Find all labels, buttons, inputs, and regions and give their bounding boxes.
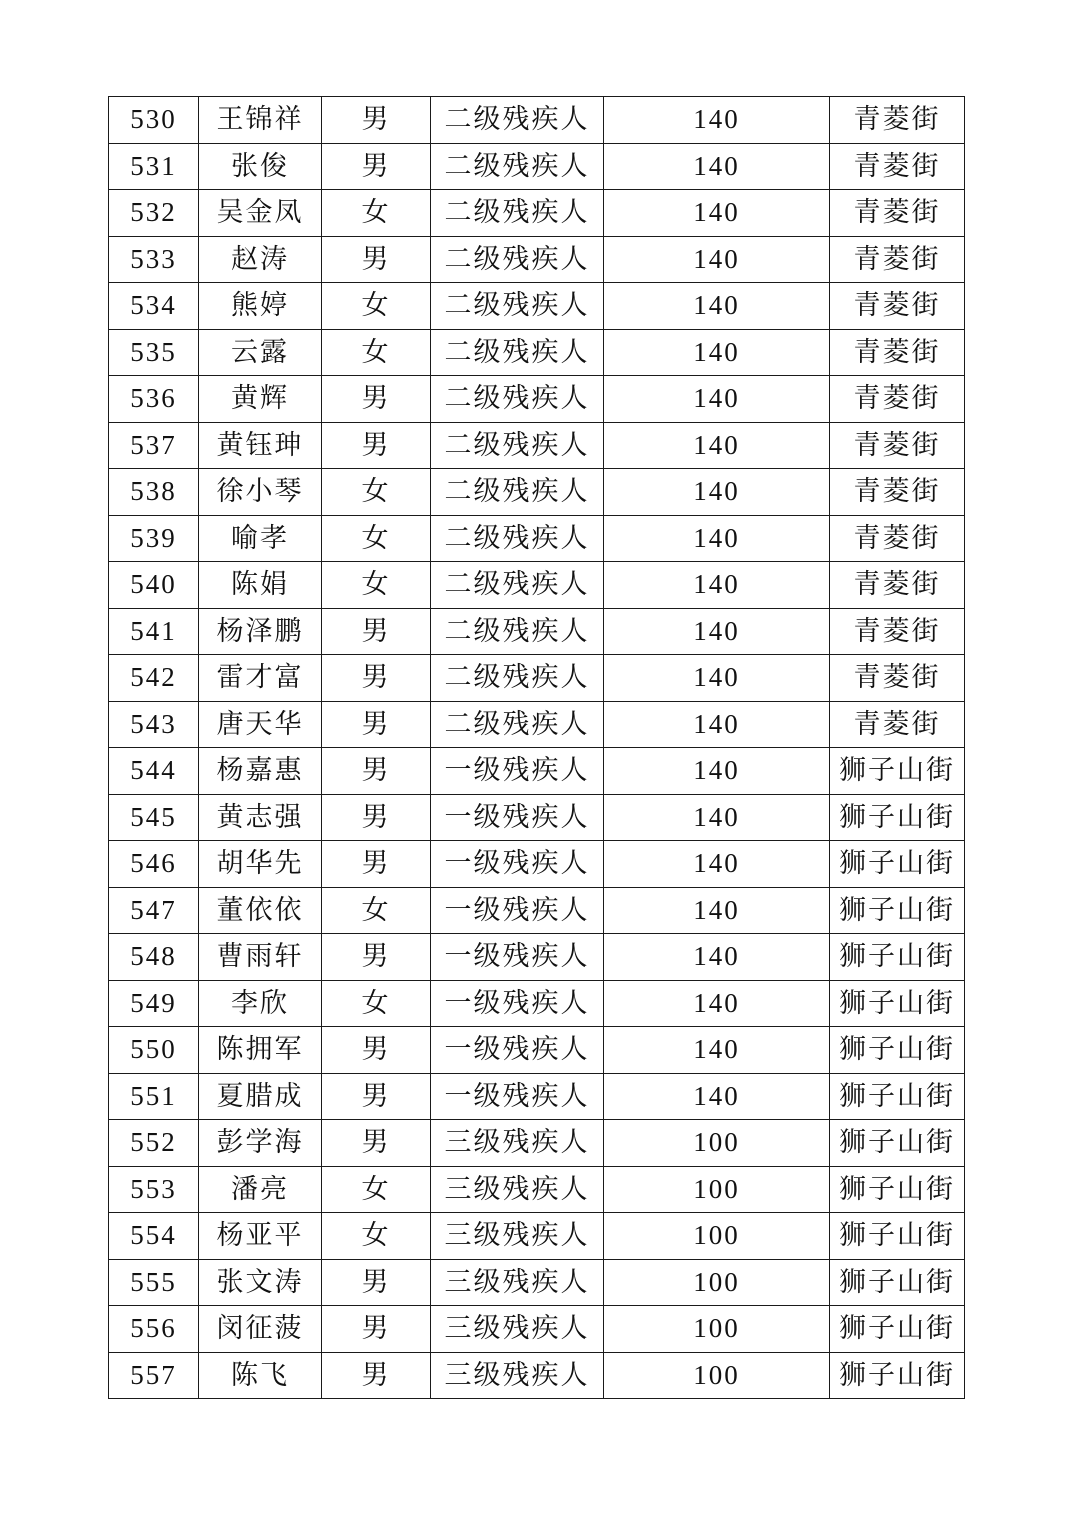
cell-name: 徐小琴 — [199, 469, 322, 516]
cell-gender: 男 — [322, 1027, 431, 1074]
table-row — [109, 887, 965, 934]
cell-name: 云露 — [199, 329, 322, 376]
table-row — [109, 1352, 965, 1399]
cell-disability-level: 二级残疾人 — [431, 562, 604, 609]
cell-gender: 男 — [322, 1120, 431, 1167]
cell-disability-level: 二级残疾人 — [431, 97, 604, 144]
cell-street: 青菱街 — [830, 469, 965, 516]
cell-number: 530 — [109, 97, 199, 144]
cell-name: 张俊 — [199, 143, 322, 190]
cell-gender: 男 — [322, 1259, 431, 1306]
cell-name: 闵征菠 — [199, 1306, 322, 1353]
cell-name: 赵涛 — [199, 236, 322, 283]
cell-gender: 女 — [322, 1213, 431, 1260]
cell-gender: 男 — [322, 655, 431, 702]
cell-street: 狮子山街 — [830, 748, 965, 795]
cell-gender: 女 — [322, 562, 431, 609]
cell-gender: 女 — [322, 329, 431, 376]
cell-street: 青菱街 — [830, 701, 965, 748]
cell-amount: 140 — [604, 980, 830, 1027]
cell-gender: 女 — [322, 887, 431, 934]
table-row — [109, 97, 965, 144]
cell-name: 黄钰珅 — [199, 422, 322, 469]
cell-disability-level: 三级残疾人 — [431, 1213, 604, 1260]
cell-street: 青菱街 — [830, 190, 965, 237]
cell-amount: 140 — [604, 608, 830, 655]
cell-disability-level: 一级残疾人 — [431, 980, 604, 1027]
cell-amount: 100 — [604, 1259, 830, 1306]
cell-street: 青菱街 — [830, 283, 965, 330]
cell-disability-level: 一级残疾人 — [431, 934, 604, 981]
cell-amount: 140 — [604, 887, 830, 934]
cell-amount: 100 — [604, 1213, 830, 1260]
cell-disability-level: 三级残疾人 — [431, 1259, 604, 1306]
cell-street: 青菱街 — [830, 97, 965, 144]
cell-number: 548 — [109, 934, 199, 981]
cell-gender: 女 — [322, 1166, 431, 1213]
table-row — [109, 655, 965, 702]
cell-disability-level: 二级残疾人 — [431, 469, 604, 516]
cell-amount: 140 — [604, 1027, 830, 1074]
cell-number: 540 — [109, 562, 199, 609]
cell-number: 542 — [109, 655, 199, 702]
cell-disability-level: 二级残疾人 — [431, 608, 604, 655]
cell-number: 537 — [109, 422, 199, 469]
cell-street: 狮子山街 — [830, 1352, 965, 1399]
table-row — [109, 980, 965, 1027]
table-row — [109, 1120, 965, 1167]
cell-amount: 140 — [604, 655, 830, 702]
cell-name: 熊婷 — [199, 283, 322, 330]
cell-street: 狮子山街 — [830, 887, 965, 934]
table-row — [109, 283, 965, 330]
cell-amount: 100 — [604, 1120, 830, 1167]
cell-disability-level: 三级残疾人 — [431, 1166, 604, 1213]
table-row — [109, 608, 965, 655]
cell-name: 黄辉 — [199, 376, 322, 423]
cell-amount: 140 — [604, 841, 830, 888]
cell-name: 雷才富 — [199, 655, 322, 702]
cell-name: 唐天华 — [199, 701, 322, 748]
cell-number: 547 — [109, 887, 199, 934]
table-row — [109, 934, 965, 981]
cell-amount: 140 — [604, 934, 830, 981]
cell-name: 吴金凤 — [199, 190, 322, 237]
cell-gender: 男 — [322, 1073, 431, 1120]
cell-number: 538 — [109, 469, 199, 516]
cell-disability-level: 一级残疾人 — [431, 841, 604, 888]
cell-number: 536 — [109, 376, 199, 423]
cell-amount: 140 — [604, 422, 830, 469]
cell-amount: 140 — [604, 1073, 830, 1120]
cell-street: 狮子山街 — [830, 1027, 965, 1074]
cell-name: 王锦祥 — [199, 97, 322, 144]
cell-street: 青菱街 — [830, 422, 965, 469]
table-row — [109, 1073, 965, 1120]
cell-street: 青菱街 — [830, 515, 965, 562]
cell-gender: 男 — [322, 608, 431, 655]
cell-name: 彭学海 — [199, 1120, 322, 1167]
cell-street: 狮子山街 — [830, 841, 965, 888]
cell-street: 狮子山街 — [830, 934, 965, 981]
cell-gender: 男 — [322, 97, 431, 144]
cell-street: 狮子山街 — [830, 1073, 965, 1120]
cell-number: 557 — [109, 1352, 199, 1399]
cell-number: 553 — [109, 1166, 199, 1213]
cell-amount: 140 — [604, 236, 830, 283]
cell-number: 550 — [109, 1027, 199, 1074]
cell-gender: 男 — [322, 376, 431, 423]
cell-gender: 女 — [322, 980, 431, 1027]
cell-street: 狮子山街 — [830, 1166, 965, 1213]
cell-gender: 男 — [322, 748, 431, 795]
cell-number: 541 — [109, 608, 199, 655]
cell-amount: 140 — [604, 190, 830, 237]
cell-disability-level: 二级残疾人 — [431, 236, 604, 283]
cell-number: 546 — [109, 841, 199, 888]
cell-street: 狮子山街 — [830, 1120, 965, 1167]
table-row — [109, 515, 965, 562]
table-row — [109, 469, 965, 516]
cell-street: 狮子山街 — [830, 794, 965, 841]
cell-disability-level: 二级残疾人 — [431, 422, 604, 469]
cell-gender: 男 — [322, 934, 431, 981]
cell-amount: 140 — [604, 748, 830, 795]
table-row — [109, 1166, 965, 1213]
cell-disability-level: 一级残疾人 — [431, 1073, 604, 1120]
cell-name: 杨嘉惠 — [199, 748, 322, 795]
cell-street: 狮子山街 — [830, 980, 965, 1027]
cell-name: 夏腊成 — [199, 1073, 322, 1120]
cell-number: 551 — [109, 1073, 199, 1120]
table-row — [109, 329, 965, 376]
table-row — [109, 1027, 965, 1074]
cell-gender: 男 — [322, 422, 431, 469]
table-row — [109, 562, 965, 609]
cell-amount: 140 — [604, 701, 830, 748]
table-row — [109, 190, 965, 237]
cell-street: 青菱街 — [830, 562, 965, 609]
table-row — [109, 236, 965, 283]
cell-gender: 男 — [322, 143, 431, 190]
cell-name: 李欣 — [199, 980, 322, 1027]
cell-amount: 140 — [604, 329, 830, 376]
cell-number: 545 — [109, 794, 199, 841]
cell-street: 青菱街 — [830, 329, 965, 376]
cell-gender: 男 — [322, 1352, 431, 1399]
cell-amount: 100 — [604, 1166, 830, 1213]
cell-number: 531 — [109, 143, 199, 190]
cell-disability-level: 一级残疾人 — [431, 748, 604, 795]
cell-name: 陈拥军 — [199, 1027, 322, 1074]
cell-disability-level: 二级残疾人 — [431, 655, 604, 702]
table-row — [109, 794, 965, 841]
cell-gender: 男 — [322, 794, 431, 841]
table-row — [109, 1213, 965, 1260]
cell-amount: 140 — [604, 97, 830, 144]
cell-name: 董依依 — [199, 887, 322, 934]
cell-amount: 140 — [604, 794, 830, 841]
cell-disability-level: 二级残疾人 — [431, 143, 604, 190]
cell-number: 534 — [109, 283, 199, 330]
cell-street: 青菱街 — [830, 608, 965, 655]
cell-street: 狮子山街 — [830, 1213, 965, 1260]
cell-amount: 140 — [604, 283, 830, 330]
cell-amount: 100 — [604, 1306, 830, 1353]
table-row — [109, 422, 965, 469]
cell-gender: 男 — [322, 236, 431, 283]
cell-amount: 140 — [604, 469, 830, 516]
cell-amount: 140 — [604, 143, 830, 190]
cell-number: 539 — [109, 515, 199, 562]
cell-name: 陈飞 — [199, 1352, 322, 1399]
cell-street: 青菱街 — [830, 655, 965, 702]
cell-number: 552 — [109, 1120, 199, 1167]
cell-number: 543 — [109, 701, 199, 748]
table-row — [109, 841, 965, 888]
table-row — [109, 1306, 965, 1353]
table-row — [109, 701, 965, 748]
cell-name: 曹雨轩 — [199, 934, 322, 981]
cell-number: 532 — [109, 190, 199, 237]
cell-name: 喻孝 — [199, 515, 322, 562]
table-row — [109, 143, 965, 190]
cell-disability-level: 二级残疾人 — [431, 376, 604, 423]
cell-number: 533 — [109, 236, 199, 283]
cell-gender: 女 — [322, 283, 431, 330]
cell-disability-level: 三级残疾人 — [431, 1120, 604, 1167]
cell-disability-level: 一级残疾人 — [431, 794, 604, 841]
cell-amount: 140 — [604, 515, 830, 562]
cell-name: 陈娟 — [199, 562, 322, 609]
table-row — [109, 1259, 965, 1306]
cell-amount: 100 — [604, 1352, 830, 1399]
cell-number: 549 — [109, 980, 199, 1027]
cell-name: 潘亮 — [199, 1166, 322, 1213]
cell-disability-level: 三级残疾人 — [431, 1306, 604, 1353]
cell-disability-level: 一级残疾人 — [431, 1027, 604, 1074]
cell-gender: 女 — [322, 469, 431, 516]
cell-name: 张文涛 — [199, 1259, 322, 1306]
cell-name: 杨泽鹏 — [199, 608, 322, 655]
cell-gender: 男 — [322, 701, 431, 748]
cell-gender: 男 — [322, 841, 431, 888]
cell-street: 青菱街 — [830, 376, 965, 423]
table-row — [109, 376, 965, 423]
cell-name: 胡华先 — [199, 841, 322, 888]
cell-number: 535 — [109, 329, 199, 376]
cell-disability-level: 二级残疾人 — [431, 329, 604, 376]
cell-gender: 女 — [322, 515, 431, 562]
cell-disability-level: 二级残疾人 — [431, 190, 604, 237]
table-row — [109, 748, 965, 795]
cell-amount: 140 — [604, 376, 830, 423]
cell-number: 556 — [109, 1306, 199, 1353]
cell-name: 黄志强 — [199, 794, 322, 841]
cell-number: 555 — [109, 1259, 199, 1306]
cell-street: 狮子山街 — [830, 1306, 965, 1353]
cell-street: 狮子山街 — [830, 1259, 965, 1306]
cell-name: 杨亚平 — [199, 1213, 322, 1260]
cell-amount: 140 — [604, 562, 830, 609]
cell-disability-level: 三级残疾人 — [431, 1352, 604, 1399]
cell-street: 青菱街 — [830, 143, 965, 190]
table-body — [109, 97, 965, 1399]
cell-disability-level: 一级残疾人 — [431, 887, 604, 934]
cell-number: 544 — [109, 748, 199, 795]
cell-disability-level: 二级残疾人 — [431, 283, 604, 330]
cell-disability-level: 二级残疾人 — [431, 515, 604, 562]
cell-street: 青菱街 — [830, 236, 965, 283]
subsidy-table — [108, 96, 965, 1399]
cell-gender: 男 — [322, 1306, 431, 1353]
cell-gender: 女 — [322, 190, 431, 237]
cell-number: 554 — [109, 1213, 199, 1260]
cell-disability-level: 二级残疾人 — [431, 701, 604, 748]
